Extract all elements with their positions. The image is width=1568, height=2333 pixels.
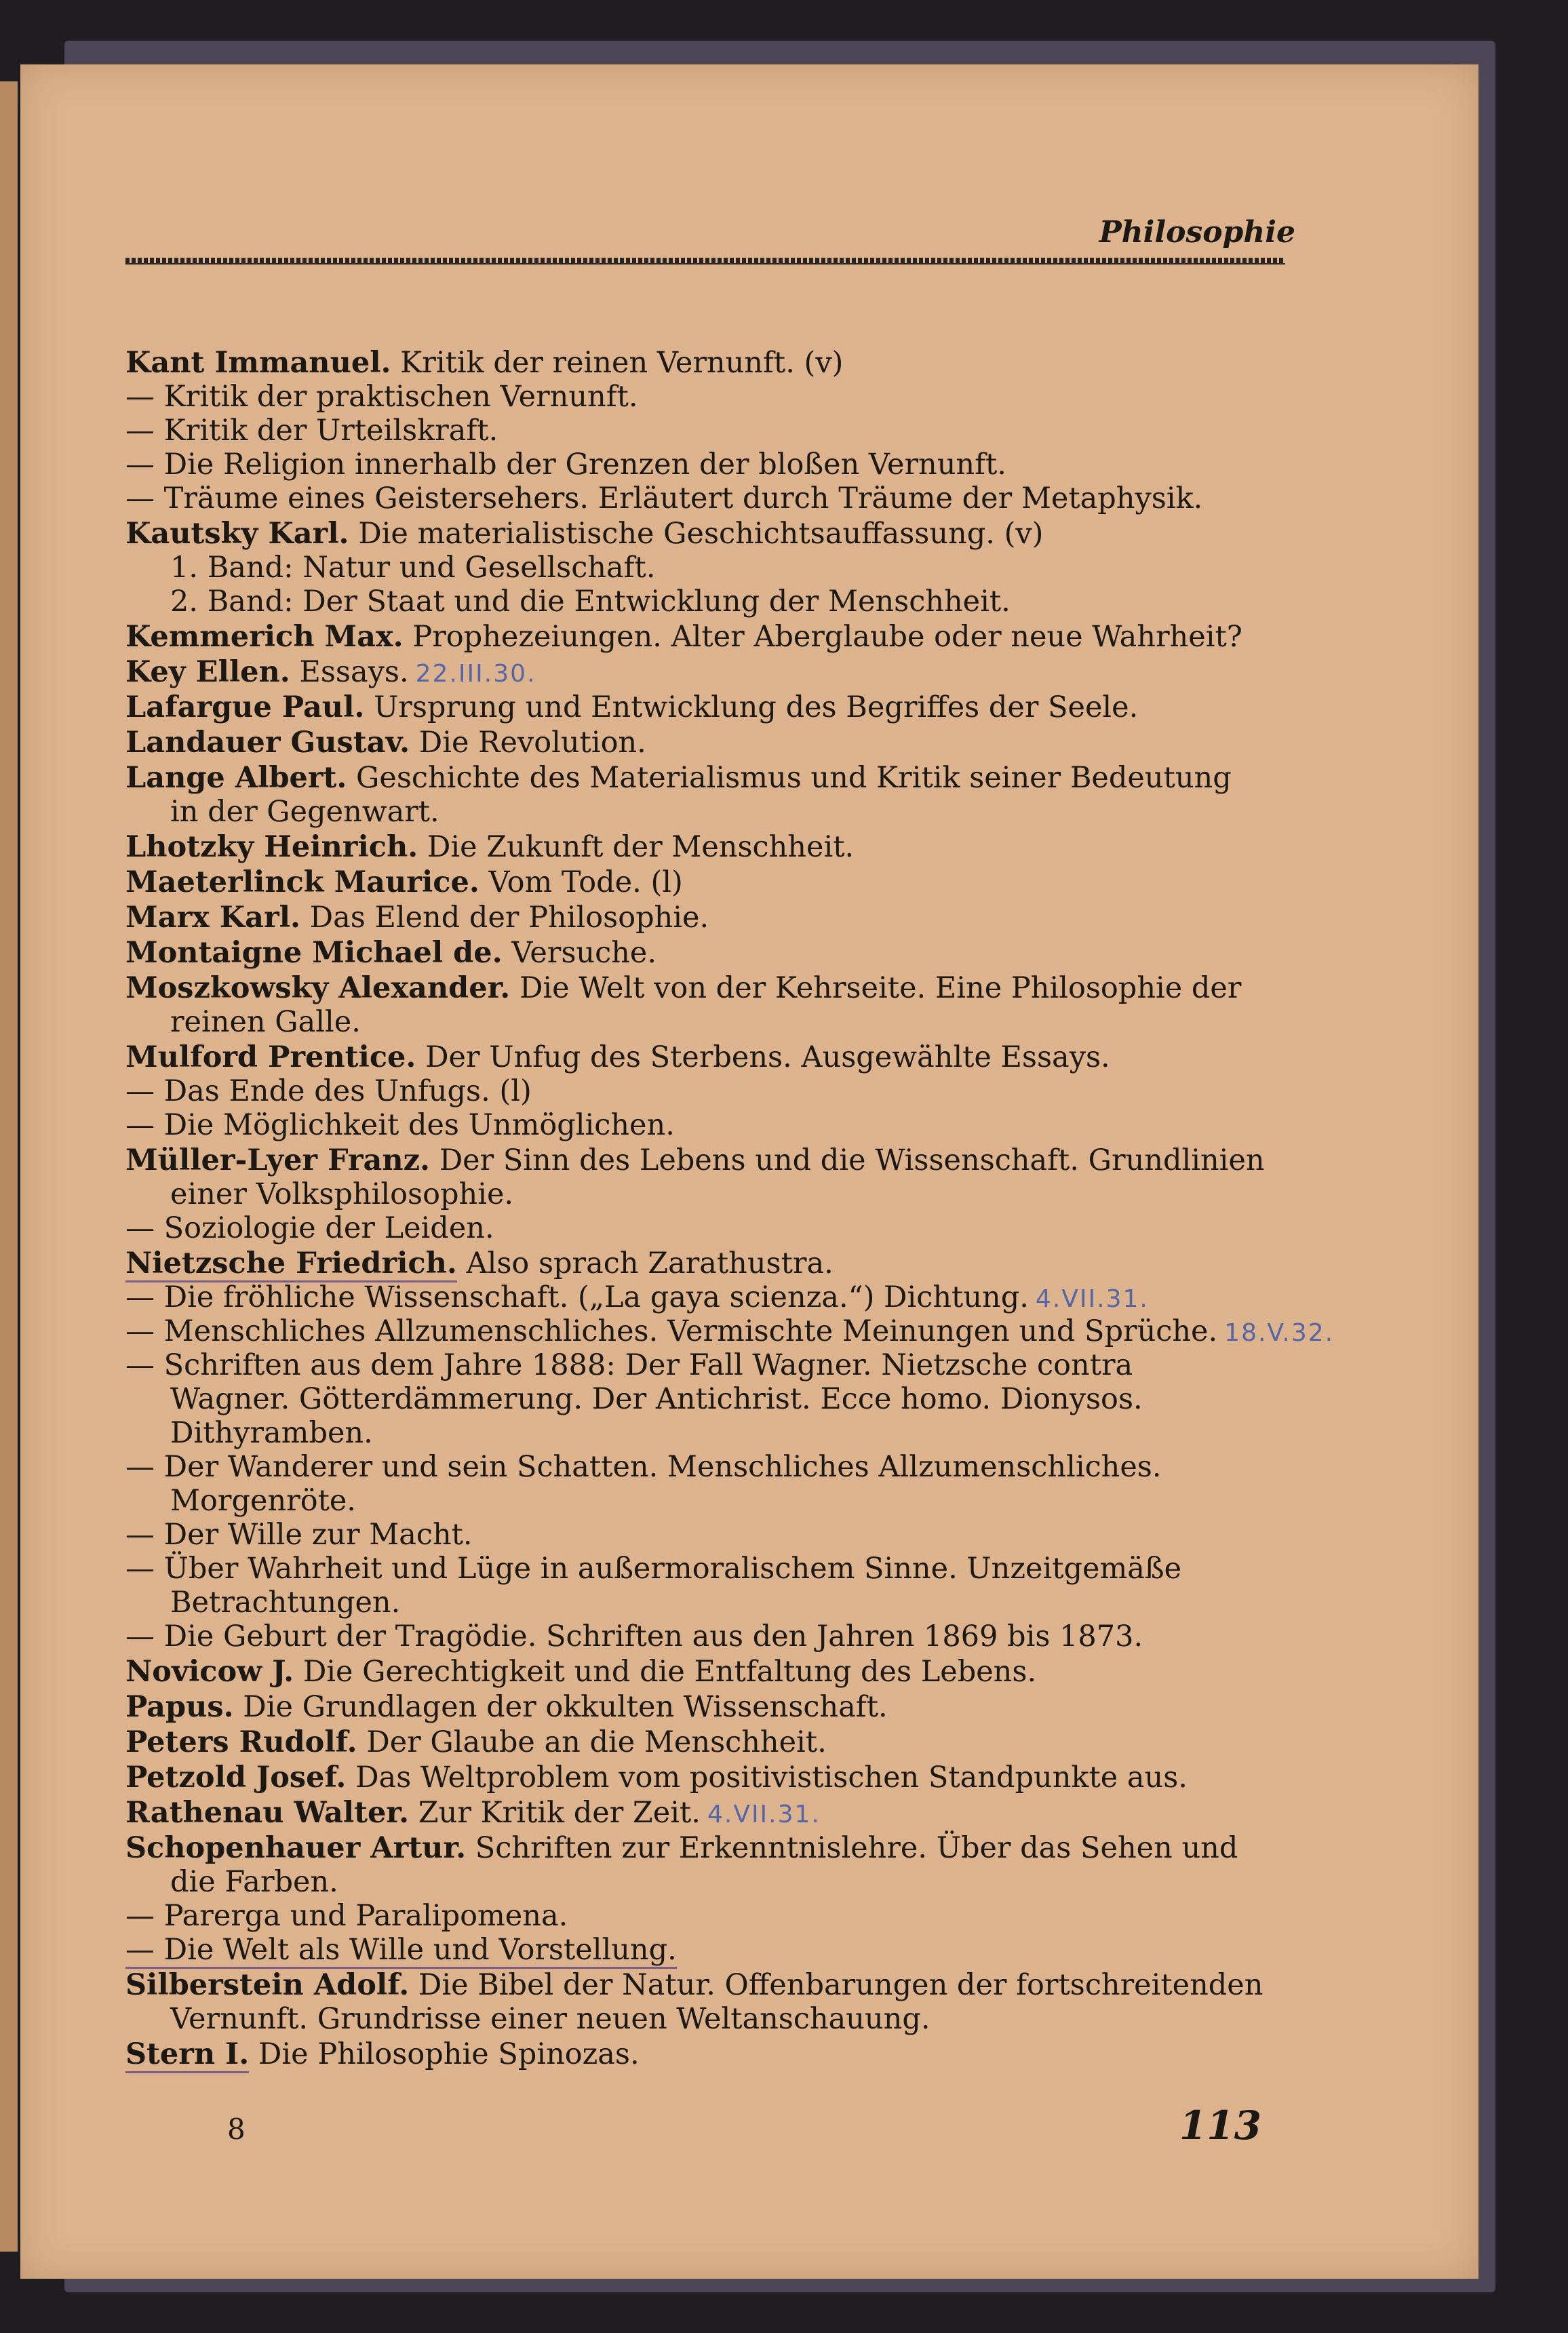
entry-landauer [125, 726, 1292, 760]
entry-nietzsche [125, 1247, 1335, 1653]
title-line: Die Philosophie Spinozas. [258, 2037, 640, 2071]
author-name: Lafargue Paul. [125, 690, 365, 724]
title-line: Vernunft. Grundrisse einer neuen Weltanschauung. [170, 2002, 930, 2036]
title-line: Morgenröte. [170, 1484, 356, 1518]
title-line: in der Gegenwart. [170, 795, 439, 829]
author-name: Nietzsche Friedrich. [125, 1247, 457, 1282]
author-name: Key Ellen. [125, 655, 290, 689]
title-line: Schriften zur Erkenntnislehre. Über das Sehen und [475, 1831, 1238, 1865]
header-wavy-rule [125, 258, 1285, 264]
title-line: — Der Wille zur Macht. [125, 1518, 473, 1552]
title-line: Das Elend der Philosophie. [309, 901, 709, 935]
title-line: Das Weltproblem vom positivistischen Standpunkte aus. [355, 1761, 1188, 1795]
entry-lhotzky [125, 830, 1292, 864]
title-line: Wagner. Götterdämmerung. Der Antichrist. Ecce homo. Dionysos. [170, 1382, 1143, 1416]
title-line: Vom Tode. (l) [488, 865, 683, 899]
title-line: — Menschliches Allzumenschliches. Vermischte Meinungen und Sprüche. [125, 1314, 1218, 1348]
entry-novicow [125, 1655, 1292, 1689]
author-name: Kautsky Karl. [125, 517, 349, 551]
title-line: Die Welt von der Kehrseite. Eine Philosophie der [519, 971, 1242, 1005]
title-line: 1. Band: Natur und Gesellschaft. [170, 551, 656, 585]
entry-key [125, 655, 1292, 689]
entry-lange [125, 761, 1292, 829]
author-name: Maeterlinck Maurice. [125, 865, 479, 899]
entry-petzold [125, 1761, 1292, 1795]
title-line: reinen Galle. [170, 1005, 361, 1039]
entry-mueller-lyer [125, 1143, 1292, 1245]
title-line: Zur Kritik der Zeit. [418, 1796, 701, 1830]
handwritten-date-note: 22.III.30. [415, 660, 536, 688]
title-line: Der Glaube an die Menschheit. [366, 1725, 827, 1759]
title-line: Versuche. [511, 936, 656, 970]
title-line: Also sprach Zarathustra. [466, 1247, 834, 1280]
page-number: 113 [1179, 2102, 1261, 2149]
author-name: Stern I. [125, 2037, 249, 2073]
title-line: — Parerga und Paralipomena. [125, 1899, 568, 1933]
title-line: — Die Religion innerhalb der Grenzen der bloßen Vernunft. [125, 448, 1006, 482]
entry-stern [125, 2037, 1292, 2071]
handwritten-date-note: 4.VII.31. [707, 1801, 821, 1828]
title-line: Der Unfug des Sterbens. Ausgewählte Essays. [425, 1040, 1110, 1074]
title-line: Essays. [299, 655, 409, 689]
author-name: Marx Karl. [125, 901, 300, 935]
author-name: Peters Rudolf. [125, 1725, 357, 1759]
author-name: Rathenau Walter. [125, 1796, 410, 1830]
title-line: Die Grundlagen der okkulten Wissenschaft. [243, 1690, 888, 1724]
title-line: — Die Geburt der Tragödie. Schriften aus den Jahren 1869 bis 1873. [125, 1620, 1143, 1653]
title-line: — Träume eines Geistersehers. Erläutert durch Träume der Metaphysik. [125, 482, 1203, 515]
title-line: — Kritik der Urteilskraft. [125, 414, 498, 448]
entry-kautsky [125, 517, 1292, 619]
title-line: Geschichte des Materialismus und Kritik seiner Bedeutung [356, 761, 1232, 795]
author-name: Landauer Gustav. [125, 726, 410, 760]
entry-maeterlinck [125, 865, 1292, 899]
handwritten-date-note: 18.V.32. [1224, 1319, 1335, 1347]
title-line: — Schriften aus dem Jahre 1888: Der Fall Wagner. Nietzsche contra [125, 1348, 1133, 1382]
title-line: — Der Wanderer und sein Schatten. Menschliches Allzumenschliches. [125, 1450, 1162, 1484]
author-name: Kemmerich Max. [125, 620, 404, 654]
author-name: Silberstein Adolf. [125, 1968, 410, 2002]
entry-montaigne [125, 936, 1292, 970]
title-line: Der Sinn des Lebens und die Wissenschaft. Grundlinien [439, 1143, 1265, 1177]
entry-kant [125, 346, 1292, 515]
entry-marx [125, 901, 1292, 935]
author-name: Novicow J. [125, 1655, 294, 1689]
title-line: — Soziologie der Leiden. [125, 1211, 494, 1245]
title-line: — Die Möglichkeit des Unmöglichen. [125, 1108, 675, 1142]
entry-rathenau [125, 1796, 1292, 1830]
author-name: Lange Albert. [125, 761, 347, 795]
author-name: Müller-Lyer Franz. [125, 1143, 431, 1177]
title-line: Die Gerechtigkeit und die Entfaltung des Lebens. [302, 1655, 1037, 1689]
page-header-title: Philosophie [1099, 215, 1295, 250]
title-line: einer Volksphilosophie. [170, 1177, 514, 1211]
entry-schopenhauer [125, 1831, 1292, 1967]
title-line: die Farben. [170, 1865, 338, 1899]
title-line: Ursprung und Entwicklung des Begriffes der Seele. [374, 690, 1139, 724]
entry-lafargue [125, 690, 1292, 724]
entry-mulford [125, 1040, 1292, 1142]
previous-page-edge [0, 81, 18, 2252]
handwritten-date-note: 4.VII.31. [1035, 1285, 1149, 1313]
author-name: Mulford Prentice. [125, 1040, 416, 1074]
entry-moszkowsky [125, 971, 1292, 1039]
title-line: — Über Wahrheit und Lüge in außermoralischem Sinne. Unzeitgemäße [125, 1552, 1182, 1586]
author-name: Papus. [125, 1690, 234, 1724]
author-name: Moszkowsky Alexander. [125, 971, 511, 1005]
title-line: — Die Welt als Wille und Vorstellung. [125, 1933, 677, 1969]
book-page [20, 64, 1478, 2279]
title-line: — Kritik der praktischen Vernunft. [125, 380, 638, 414]
entry-peters [125, 1725, 1292, 1759]
entry-kemmerich [125, 620, 1292, 654]
bibliography-list [125, 346, 1335, 2073]
entry-silberstein [125, 1968, 1292, 2036]
author-name: Kant Immanuel. [125, 346, 391, 380]
title-line: Die materialistische Geschichtsauffassung. (v) [358, 517, 1044, 551]
signature-mark: 8 [227, 2113, 246, 2146]
title-line: Prophezeiungen. Alter Aberglaube oder neue Wahrheit? [412, 620, 1242, 654]
title-line: Betrachtungen. [170, 1586, 401, 1620]
title-line: Die Bibel der Natur. Offenbarungen der fortschreitenden [418, 1968, 1263, 2002]
title-line: — Die fröhliche Wissenschaft. („La gaya scienza.“) Dichtung. [125, 1280, 1029, 1314]
author-name: Petzold Josef. [125, 1761, 347, 1795]
title-line: 2. Band: Der Staat und die Entwicklung der Menschheit. [170, 585, 1011, 619]
title-line: Die Zukunft der Menschheit. [427, 830, 855, 864]
title-line: — Das Ende des Unfugs. (l) [125, 1074, 532, 1108]
title-line: Kritik der reinen Vernunft. (v) [400, 346, 844, 380]
title-line: Dithyramben. [170, 1416, 373, 1450]
entry-papus [125, 1690, 1292, 1724]
title-line: Die Revolution. [418, 726, 646, 760]
author-name: Montaigne Michael de. [125, 936, 503, 970]
author-name: Lhotzky Heinrich. [125, 830, 418, 864]
author-name: Schopenhauer Artur. [125, 1831, 467, 1865]
